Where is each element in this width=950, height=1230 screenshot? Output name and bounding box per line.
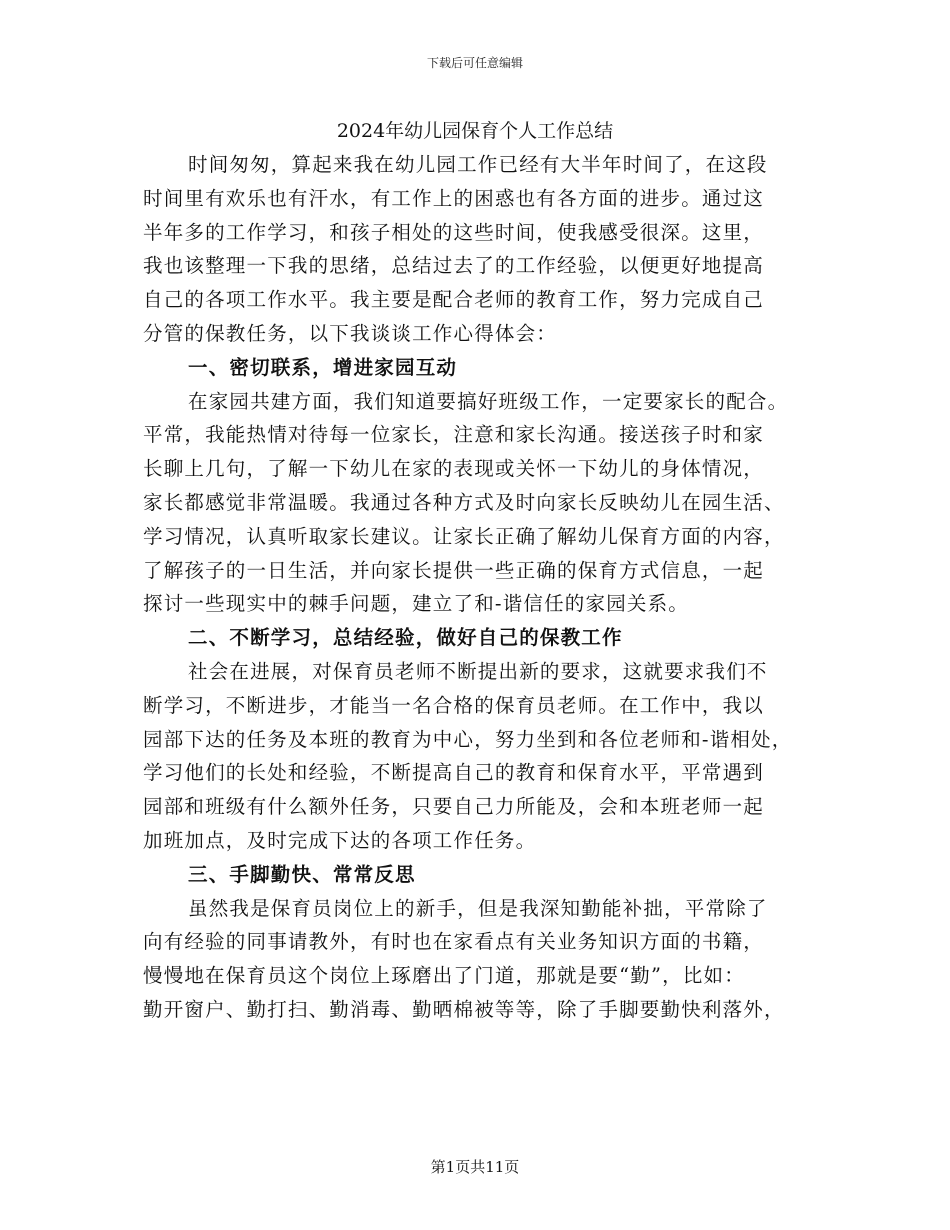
section-heading: 一、密切联系，增进家园互动 bbox=[188, 355, 458, 379]
text-line: 分管的保教任务，以下我谈谈工作心得体会： bbox=[143, 321, 558, 345]
text-line: 家长都感觉非常温暖。我通过各种方式及时向家长反映幼儿在园生活、 bbox=[143, 490, 785, 514]
text-line: 向有经验的同事请教外，有时也在家看点有关业务知识方面的书籍， bbox=[143, 930, 765, 954]
text-line: 时间匆匆，算起来我在幼儿园工作已经有大半年时间了，在这段 bbox=[188, 153, 768, 176]
text-line: 断学习，不断进步，才能当一名合格的保育员老师。在工作中，我以 bbox=[143, 693, 765, 717]
text-line: 勤开窗户、勤打扫、勤消毒、勤晒棉被等等，除了手脚要勤快利落外， bbox=[143, 997, 785, 1021]
text-line: 自己的各项工作水平。我主要是配合老师的教育工作，努力完成自己 bbox=[143, 288, 765, 312]
text-line: 加班加点，及时完成下达的各项工作任务。 bbox=[143, 828, 537, 852]
text-line: 慢慢地在保育员这个岗位上琢磨出了门道，那就是要“勤”，比如： bbox=[143, 964, 745, 988]
page-footer: 第1页共11页 bbox=[430, 1158, 520, 1176]
text-line: 时间里有欢乐也有汗水，有工作上的困惑也有各方面的进步。通过这 bbox=[143, 186, 765, 210]
text-line: 社会在进展，对保育员老师不断提出新的要求，这就要求我们不 bbox=[188, 659, 768, 683]
text-line: 虽然我是保育员岗位上的新手，但是我深知勤能补拙，平常除了 bbox=[188, 896, 768, 920]
text-line: 我也该整理一下我的思绪，总结过去了的工作经验，以便更好地提高 bbox=[143, 254, 765, 278]
text-line: 学习情况，认真听取家长建议。让家长正确了解幼儿保育方面的内容， bbox=[143, 524, 785, 548]
text-line: 园部下达的任务及本班的教育为中心，努力坐到和各位老师和-谐相处， bbox=[143, 727, 793, 751]
text-line: 学习他们的长处和经验，不断提高自己的教育和保育水平，平常遇到 bbox=[143, 761, 765, 785]
text-line: 在家园共建方面，我们知道要搞好班级工作，一定要家长的配合。 bbox=[188, 389, 789, 413]
document-title: 2024年幼儿园保育个人工作总结 bbox=[336, 120, 614, 142]
text-line: 平常，我能热情对待每一位家长，注意和家长沟通。接送孩子时和家 bbox=[143, 423, 765, 447]
section-heading: 三、手脚勤快、常常反思 bbox=[188, 862, 416, 886]
section-heading: 二、不断学习，总结经验，做好自己的保教工作 bbox=[188, 626, 623, 650]
text-line: 园部和班级有什么额外任务，只要自己力所能及，会和本班老师一起 bbox=[143, 795, 765, 819]
header-note: 下载后可任意编辑 bbox=[426, 56, 523, 70]
document-body bbox=[143, 148, 823, 1027]
text-line: 半年多的工作学习，和孩子相处的这些时间，使我感受很深。这里， bbox=[143, 220, 765, 244]
text-line: 了解孩子的一日生活，并向家长提供一些正确的保育方式信息，一起 bbox=[143, 558, 765, 582]
text-line: 长聊上几句，了解一下幼儿在家的表现或关怀一下幼儿的身体情况， bbox=[143, 457, 765, 481]
text-line: 探讨一些现实中的棘手问题，建立了和-谐信任的家园关系。 bbox=[143, 592, 689, 616]
